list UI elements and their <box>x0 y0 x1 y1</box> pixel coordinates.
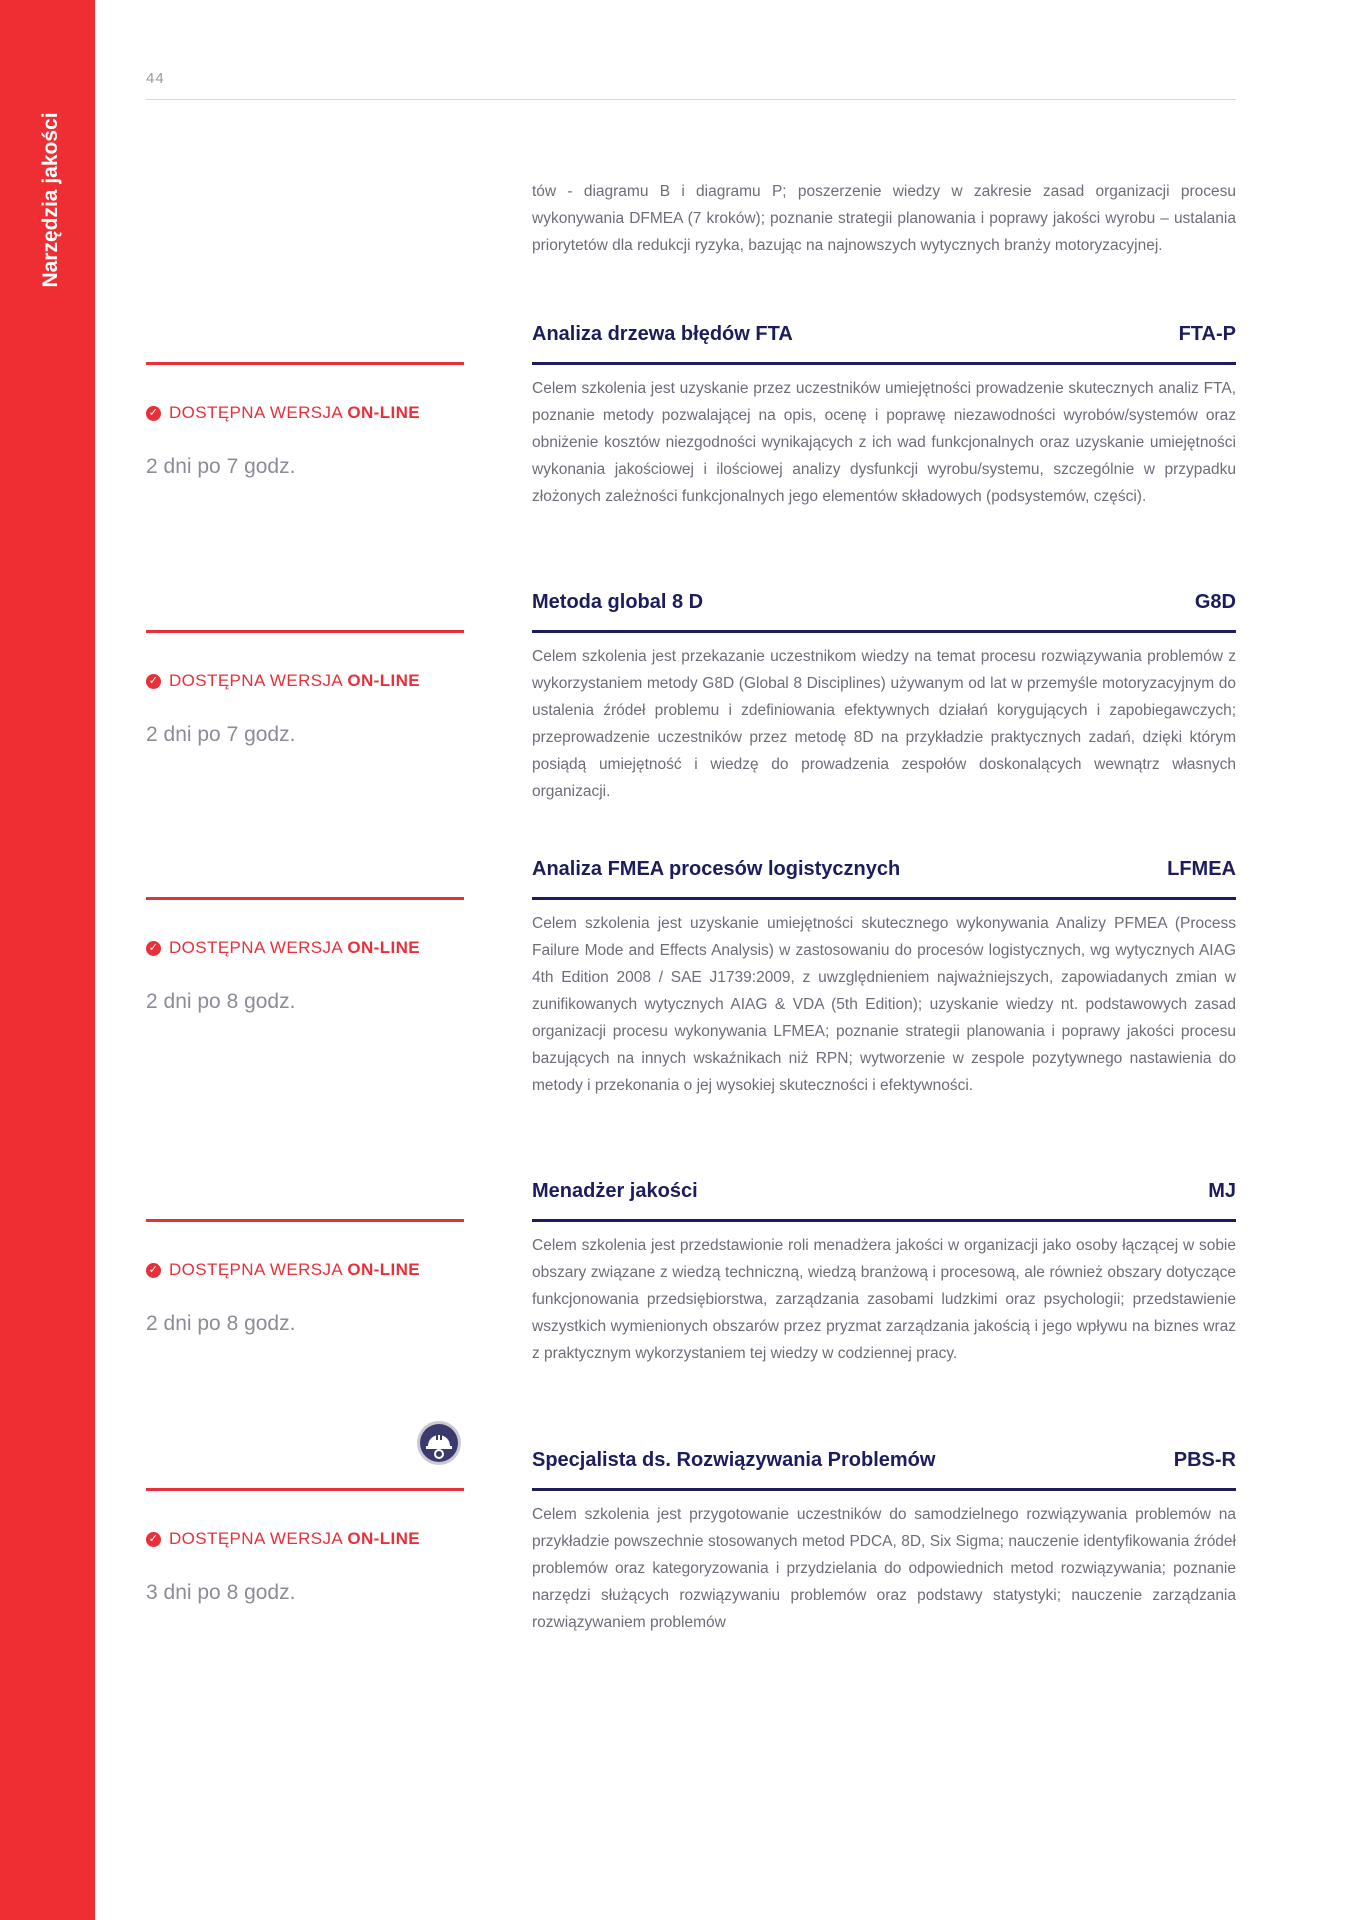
course-code: G8D <box>1194 591 1236 613</box>
course-title: Analiza drzewa błędów FTA <box>532 323 793 345</box>
course-title: Specjalista ds. Rozwiązywania Problemów <box>532 1449 936 1471</box>
worker-helmet-gear-icon <box>417 1421 461 1465</box>
online-label-text: DOSTĘPNA WERSJA ON-LINE <box>169 671 421 690</box>
page-number: 44 <box>146 70 165 87</box>
online-badge <box>146 671 420 691</box>
header-divider <box>146 99 1236 100</box>
right-divider <box>532 1488 1236 1491</box>
course-code: LFMEA <box>1167 858 1236 880</box>
course-duration: 2 dni po 8 godz. <box>146 990 296 1013</box>
left-divider <box>146 1488 464 1491</box>
side-band <box>0 0 95 1920</box>
course-duration: 2 dni po 7 godz. <box>146 455 296 478</box>
course-description: Celem szkolenia jest przedstawionie roli menadżera jakości w organizacji jako osoby łączącej w sobie obszary związane z wiedzą techniczną, wiedzą branżową i procesową, ale również obszary dotyczące funkcjonowania przedsiębiorstwa, zarządzania zasobami ludzkimi oraz psychologii; przedstawienie wszystkich wymienionych obszarów przez pryzmat zarządzania jakością i jego wpływu na biznes wraz z praktycznym wykorzystaniem tej wiedzy w codziennej pracy. <box>532 1237 1236 1362</box>
course-title: Menadżer jakości <box>532 1180 698 1202</box>
left-divider <box>146 897 464 900</box>
intro-paragraph: tów - diagramu B i diagramu P; poszerzenie wiedzy w zakresie zasad organizacji procesu wykonywania DFMEA (7 kroków); poznanie strategii planowania i poprawy jakości wyrobu – ustalania priorytetów dla redukcji ryzyka, bazując na najnowszych wytycznych branży motoryzacyjnej. <box>532 183 1236 254</box>
online-label-text: DOSTĘPNA WERSJA ON-LINE <box>169 1260 421 1279</box>
course-duration: 2 dni po 8 godz. <box>146 1312 296 1335</box>
course-code: PBS-R <box>1173 1449 1236 1471</box>
course-code: MJ <box>1208 1180 1236 1202</box>
course-duration: 2 dni po 7 godz. <box>146 723 296 746</box>
course-description: Celem szkolenia jest uzyskanie umiejętności skutecznego wykonywania Analizy PFMEA (Process Failure Mode and Effects Analysis) w zastosowaniu do procesów logistycznych, wg wytycznych AIAG 4th Edition 2008 / SAE J1739:2009, z uwzględnieniem najważniejszych, zapowiadanych zmian w zunifikowanych wytycznych AIAG & VDA (5th Edition); uzyskanie wiedzy nt. podstawowych zasad organizacji procesu wykonywania LFMEA; poznanie strategii planowania i poprawy jakości procesu bazujących na innych wskaźnikach niż RPN; wytworzenie w zespole pozytywnego nastawienia do metody i przekonania o jej wysokiej skuteczności i efektywności. <box>532 915 1236 1094</box>
course-title: Analiza FMEA procesów logistycznych <box>532 858 901 880</box>
right-divider <box>532 362 1236 365</box>
right-divider <box>532 897 1236 900</box>
online-label-text: DOSTĘPNA WERSJA ON-LINE <box>169 1529 421 1548</box>
check-circle-icon: ✓ <box>146 406 161 421</box>
check-circle-icon: ✓ <box>146 941 161 956</box>
online-badge <box>146 1260 420 1280</box>
check-circle-icon: ✓ <box>146 1532 161 1547</box>
course-description: Celem szkolenia jest uzyskanie przez uczestników umiejętności prowadzenie skutecznych analiz FTA, poznanie metody pozwalającej na opis, ocenę i poprawę niezawodności wyrobów/systemów oraz obniżenie kosztów niezgodności wynikających z ich wad funkcjonalnych oraz uzyskanie umiejętności wykonania jakościowej i ilościowej analizy dysfunkcji wyrobu/systemu, szczególnie w przypadku złożonych zależności funkcjonalnych jego elementów składowych (podsystemów, części). <box>532 380 1236 505</box>
online-badge <box>146 938 420 958</box>
left-divider <box>146 1219 464 1222</box>
right-divider <box>532 1219 1236 1222</box>
online-badge <box>146 403 420 423</box>
online-label-text: DOSTĘPNA WERSJA ON-LINE <box>169 938 421 957</box>
check-circle-icon: ✓ <box>146 674 161 689</box>
right-divider <box>532 630 1236 633</box>
course-duration: 3 dni po 8 godz. <box>146 1581 296 1604</box>
course-description: Celem szkolenia jest przygotowanie uczestników do samodzielnego rozwiązywania problemów na przykładzie powszechnie stosowanych metod PDCA, 8D, Six Sigma; nauczenie identyfikowania źródeł problemów oraz kategoryzowania i przydzielania do odpowiednich metod rozwiązywania; poznanie narzędzi służących rozwiązywaniu problemów oraz podstawy statystyki; nauczenie zarządzania rozwiązywaniem problemów <box>532 1506 1236 1631</box>
course-code: FTA-P <box>1178 323 1236 345</box>
section-label: Narzędzia jakości <box>39 112 62 288</box>
online-label-text: DOSTĘPNA WERSJA ON-LINE <box>169 403 421 422</box>
left-divider <box>146 630 464 633</box>
left-divider <box>146 362 464 365</box>
check-circle-icon: ✓ <box>146 1263 161 1278</box>
online-badge <box>146 1529 420 1549</box>
course-title: Metoda global 8 D <box>532 591 704 613</box>
course-description: Celem szkolenia jest przekazanie uczestnikom wiedzy na temat procesu rozwiązywania problemów z wykorzystaniem metody G8D (Global 8 Disciplines) używanym od lat w przemyśle motoryzacyjnym do ustalenia źródeł problemu i zdefiniowania efektywnych działań korygujących i zapobiegawczych; przeprowadzenie uczestników przez metodę 8D na przykładzie praktycznych zadań, dzięki którym posiądą umiejętność i wiedzę do prowadzenia zespołów doskonalących wewnątrz własnych organizacji. <box>532 648 1236 800</box>
